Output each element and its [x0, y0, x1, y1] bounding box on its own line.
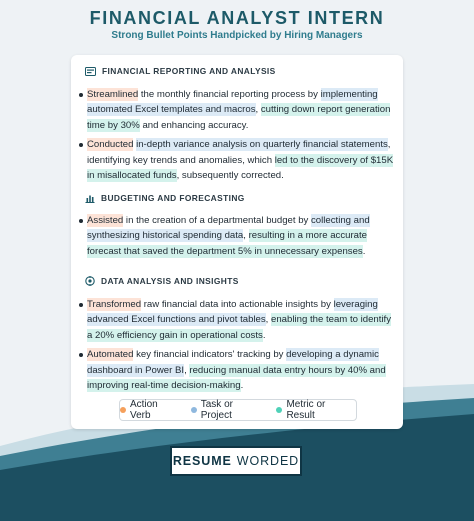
bullet-item: [79, 297, 397, 343]
section-heading-budgeting: [85, 193, 245, 203]
task-highlight: implementing automated Excel templates and macros: [87, 89, 378, 116]
logo-word-resume: RESUME: [172, 454, 232, 468]
task-highlight: leveraging advanced Excel functions and pivot tables: [87, 299, 378, 326]
action-verb-highlight: Conducted: [87, 139, 134, 151]
report-icon: [85, 67, 96, 76]
bullet-list: [79, 87, 397, 183]
plain-text: in the creation of a departmental budget by: [123, 215, 311, 226]
page-subtitle: Strong Bullet Points Handpicked by Hiring Managers: [111, 30, 363, 41]
legend-label: Action Verb: [129, 399, 158, 421]
data-insights-icon: [85, 276, 95, 286]
legend-task-or-project: [191, 399, 267, 421]
resume-card: [71, 55, 403, 429]
bar-chart-icon: [85, 194, 95, 203]
bullet-item: [79, 87, 397, 133]
logo-word-worded: WORDED: [236, 454, 300, 468]
page-title: FINANCIAL ANALYST INTERN: [89, 8, 385, 28]
plain-text: ,: [265, 314, 272, 326]
metric-highlight: enabling the team to identify a 20% efficiency gain in operational costs: [87, 314, 392, 341]
resume-worded-logo: [170, 446, 302, 476]
bullet-item: [79, 213, 397, 259]
bullet-list: [79, 213, 397, 259]
task-highlight: collecting and synthesizing historical spending data: [87, 215, 370, 242]
plain-text: , identifying key trends and anomalies, which: [87, 139, 391, 166]
bullet-item: [79, 347, 397, 393]
action-verb-highlight: Assisted: [87, 215, 124, 226]
bullet-item: [79, 137, 397, 183]
legend-label: Metric or Result: [286, 399, 326, 421]
metric-highlight: resulting in a more accurate forecast that saved the department 5% in unnecessary expenses: [87, 230, 367, 257]
metric-highlight: led to the discovery of $15K in misallocated funds: [87, 154, 394, 182]
section-heading-label: FINANCIAL REPORTING AND ANALYSIS: [102, 66, 276, 76]
legend-label: Task or Project: [200, 399, 233, 421]
section-heading-data-analysis: [85, 276, 239, 286]
highlight-legend: [119, 399, 357, 421]
legend-metric-or-result: [276, 399, 356, 421]
plain-text: key financial indicators' tracking by: [133, 349, 287, 361]
plain-text: ,: [184, 364, 190, 376]
section-heading-financial-reporting: [85, 66, 276, 76]
section-heading-label: DATA ANALYSIS AND INSIGHTS: [101, 276, 239, 286]
plain-text: ,: [255, 104, 261, 116]
action-verb-highlight: Transformed: [87, 299, 142, 310]
plain-text: raw financial data into actionable insights by: [141, 299, 334, 310]
bullet-list: [79, 297, 397, 393]
plain-text: .: [362, 245, 366, 257]
task-highlight: developing a dynamic dashboard in Power BI: [87, 349, 379, 376]
action-verb-highlight: Automated: [87, 349, 134, 361]
legend-action-verb: [120, 399, 181, 421]
orange-dot-icon: [120, 407, 126, 413]
plain-text: ,: [243, 230, 249, 242]
action-verb-highlight: Streamlined: [87, 89, 139, 100]
plain-text: and enhancing accuracy.: [139, 119, 249, 131]
plain-text: .: [262, 329, 266, 341]
plain-text: .: [240, 380, 244, 392]
metric-highlight: reducing manual data entry hours by 40% and improving real-time decision-making: [87, 364, 386, 392]
plain-text: the monthly financial reporting process by: [138, 89, 321, 100]
metric-highlight: cutting down report generation time by 30%: [87, 104, 391, 131]
teal-dot-icon: [276, 407, 282, 413]
section-heading-label: BUDGETING AND FORECASTING: [101, 193, 245, 203]
blue-dot-icon: [191, 407, 197, 413]
plain-text: , subsequently corrected.: [176, 170, 284, 182]
task-highlight: in-depth variance analysis on quarterly financial statements: [136, 139, 388, 151]
